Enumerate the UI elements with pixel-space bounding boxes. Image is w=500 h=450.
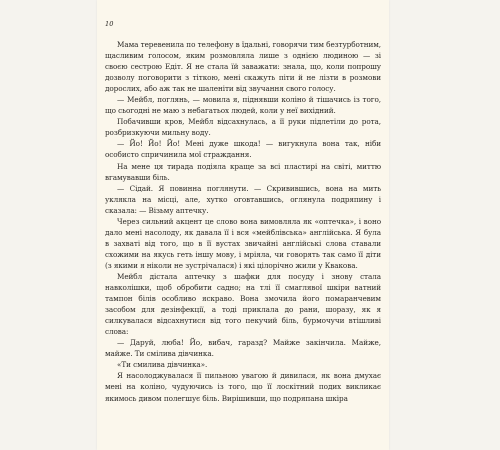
paragraph: «Ти смилива дівчинка».	[117, 360, 208, 370]
page-body	[105, 39, 381, 404]
paragraph: Мейбл дістала аптечку з шафки для посуду і знову стала навколішки, щоб обробити садно; на тлі її смаглявої шкіри ватний тампон білів особливо яскраво. Вона змочила його помаранчевим засобом для дезінфекції, а тоді приклала до рани, шоразу, як я силкувалася відсахнутися від того пекучий біль, бурмочучи втішливі слова:	[105, 271, 381, 337]
paragraph: — Даруй, люба! Йо, вибач, гаразд? Майже закінчила. Майже, майже. Ти смілива дівчинка.	[105, 338, 381, 359]
paragraph: — Сідай. Я повинна поглянути. — Скривившись, вона на мить уклякла на місці, але, хутко оговтавшись, оглянула подряпину і сказала: — Візьму аптечку.	[105, 183, 381, 215]
paragraph: — Мейбл, поглянь, — мовила я, піднявши коліно й тішачись із того, що сьогодні не маю з небагатьох людей, коли у неї вихідний.	[105, 95, 381, 116]
paragraph: На мене ця тирада подіяла краще за всі пластирі на світі, миттю вгамувавши біль.	[105, 161, 381, 182]
paragraph: Мама теревенила по телефону в їдальні, говорячи тим безтурботним, щасливим голосом, яким розмовляла лише з однією людиною — зі своєю сестрою Едіт. Я не стала їй заважати: знала, що, коли попрошу дозволу поговорити з тіткою, мені скажуть піти й не лізти в розмови дорослих, або аж так не шаленіти від звучання свого голосу.	[105, 40, 381, 94]
paragraph: — Йо! Йо! Йо! Мені дуже шкода! — вигукнула вона так, ніби особисто спричинила мої страждання.	[105, 139, 381, 160]
page-number: 10	[105, 20, 114, 28]
paragraph: Я насолоджувалася її пильною увагою й дивилася, як вона дмухає мені на коліно, чудуючись із того, що її лоскітний подих викликає якимось дивом полегшує біль. Вирішивши, що подряпана шкіра	[105, 371, 381, 403]
book-page	[97, 0, 389, 450]
paragraph: Через сильний акцент це слово вона вимовляла як «оптечка», і воно дало мені насолоду, як давала її і вся «мейблівська» англійська. Я була в захваті від того, що в її вустах звичайні англійські слова ставали схожими на якусь геть іншу мову, і мріяла, чи говорять так само її діти (з якими я ніколи не зустрічалася) і які цілорічно жили у Квакова.	[105, 216, 381, 270]
paragraph: Побачивши кров, Мейбл відсахнулась, а її руки підлетіли до рота, розбризкуючи мильну воду.	[105, 117, 381, 138]
